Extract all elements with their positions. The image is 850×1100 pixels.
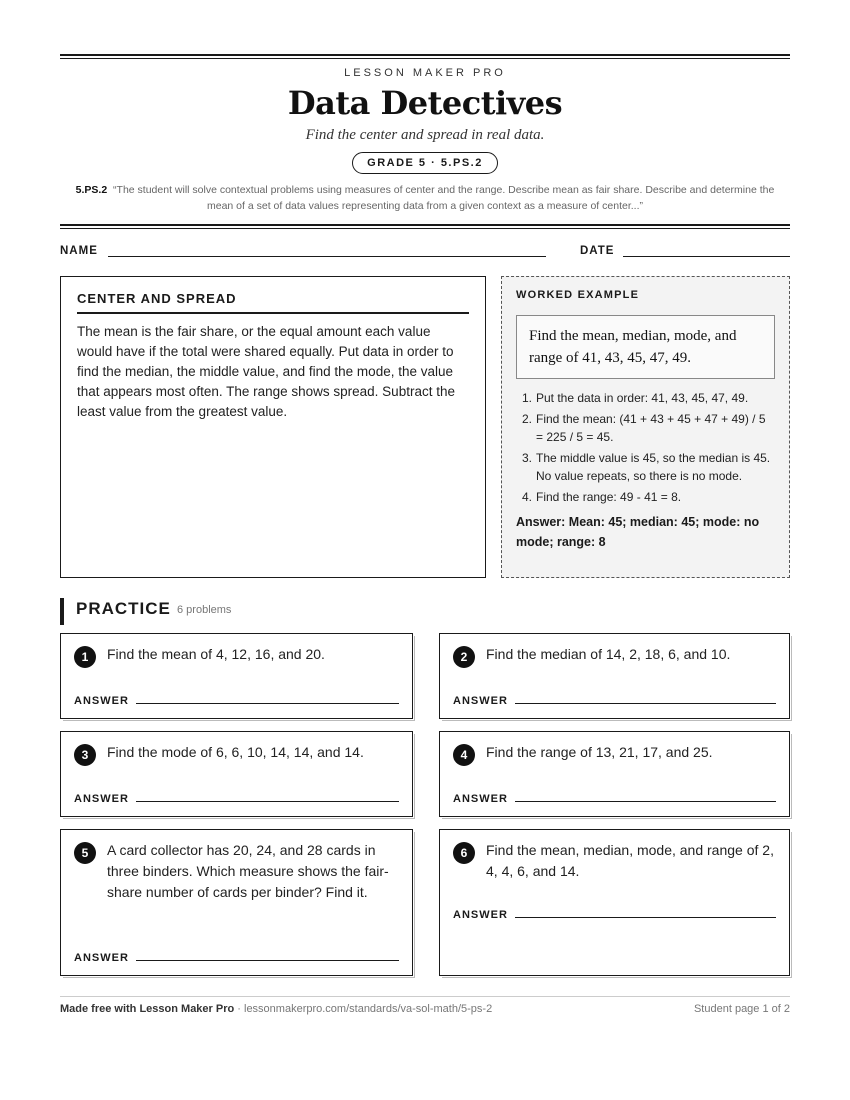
problem-number-badge: 5 bbox=[74, 842, 96, 864]
practice-accent-bar bbox=[60, 598, 64, 625]
practice-problem-5 bbox=[60, 829, 413, 976]
problem-number-badge: 3 bbox=[74, 744, 96, 766]
worked-example-answer: Answer: Mean: 45; median: 45; mode: no mode; range: 8 bbox=[516, 515, 760, 549]
answer-line[interactable] bbox=[515, 801, 776, 802]
grade-pill: GRADE 5 · 5.PS.2 bbox=[352, 152, 498, 174]
problem-text: Find the mode of 6, 6, 10, 14, 14, and 14. bbox=[107, 744, 364, 760]
practice-problem-1 bbox=[60, 633, 413, 719]
problem-number-badge: 4 bbox=[453, 744, 475, 766]
page-title: Data Detectives bbox=[287, 84, 563, 122]
worked-example-box bbox=[501, 276, 790, 578]
answer-label: ANSWER bbox=[453, 793, 508, 805]
problem-number-badge: 1 bbox=[74, 646, 96, 668]
worked-step bbox=[516, 410, 775, 446]
step-text: Find the mean: (41 + 43 + 45 + 47 + 49) / 5 = 225 / 5 = 45. bbox=[536, 412, 766, 444]
footer-url[interactable]: · lessonmakerpro.com/standards/va-sol-math/5-ps-2 bbox=[234, 1003, 493, 1015]
answer-line[interactable] bbox=[515, 703, 776, 704]
worked-example-question: Find the mean, median, mode, and range of 41, 43, 45, 47, 49. bbox=[516, 315, 775, 379]
problem-text: A card collector has 20, 24, and 28 cards in three binders. Which measure shows the fair-share number of cards per binder? Find it. bbox=[107, 842, 389, 900]
answer-label: ANSWER bbox=[453, 909, 508, 921]
page-subtitle: Find the center and spread in real data. bbox=[305, 127, 545, 143]
brand-name: LESSON MAKER PRO bbox=[344, 67, 506, 79]
name-date-row bbox=[60, 245, 790, 261]
answer-line[interactable] bbox=[136, 801, 399, 802]
footer-page-number: Student page 1 of 2 bbox=[693, 1003, 790, 1015]
footer-made-with: Made free with Lesson Maker Pro bbox=[60, 1003, 235, 1015]
problem-number-badge: 2 bbox=[453, 646, 475, 668]
step-text: Put the data in order: 41, 43, 45, 47, 49. bbox=[536, 391, 749, 405]
step-number: 3. bbox=[522, 451, 533, 465]
problem-text: Find the median of 14, 2, 18, 6, and 10. bbox=[486, 646, 731, 662]
practice-problem-4 bbox=[439, 731, 790, 817]
worked-step bbox=[516, 389, 775, 407]
practice-problem-2 bbox=[439, 633, 790, 719]
answer-label: ANSWER bbox=[74, 952, 129, 964]
practice-count: 6 problems bbox=[177, 604, 232, 616]
answer-label: ANSWER bbox=[74, 793, 129, 805]
step-text: The middle value is 45, so the median is 45. No value repeats, so there is no mode. bbox=[536, 451, 771, 483]
answer-line[interactable] bbox=[136, 960, 399, 961]
problem-text: Find the mean, median, mode, and range of 2, 4, 4, 6, and 14. bbox=[486, 842, 774, 879]
worked-step bbox=[516, 488, 775, 506]
practice-problem-6 bbox=[439, 829, 790, 976]
answer-label: ANSWER bbox=[453, 695, 508, 707]
name-label: NAME bbox=[60, 245, 98, 257]
practice-header bbox=[60, 598, 790, 625]
practice-heading: PRACTICE bbox=[76, 599, 171, 618]
practice-problem-3 bbox=[60, 731, 413, 817]
standard-description bbox=[70, 182, 780, 214]
concept-box bbox=[60, 276, 486, 578]
name-field-line[interactable] bbox=[108, 256, 546, 257]
standard-text: “The student will solve contextual problems using measures of center and the range. Describe mean as fair share. Describe and determine the mean of a set of data values representing data from a given context as a measure of center...” bbox=[113, 184, 775, 212]
footer-rule bbox=[60, 996, 790, 997]
answer-line[interactable] bbox=[136, 703, 399, 704]
answer-label: ANSWER bbox=[74, 695, 129, 707]
step-number: 2. bbox=[522, 412, 533, 426]
concept-body: The mean is the fair share, or the equal amount each value would have if the total were shared equally. Put data in order to find the median, the middle value, and find the mode, the value that appears most often. The range shows spread. Subtract the least value from the greatest value. bbox=[77, 324, 455, 419]
footer bbox=[60, 1003, 790, 1015]
worked-example-steps bbox=[516, 389, 775, 506]
worked-step bbox=[516, 449, 775, 485]
grade-pill-wrap bbox=[60, 152, 790, 174]
answer-line[interactable] bbox=[515, 917, 776, 918]
worked-example-heading: WORKED EXAMPLE bbox=[516, 289, 640, 301]
date-label: DATE bbox=[580, 245, 615, 257]
problem-text: Find the mean of 4, 12, 16, and 20. bbox=[107, 646, 325, 662]
problem-text: Find the range of 13, 21, 17, and 25. bbox=[486, 744, 713, 760]
concept-heading: CENTER AND SPREAD bbox=[77, 291, 469, 314]
header-bottom-double-rule bbox=[60, 224, 790, 229]
problem-number-badge: 6 bbox=[453, 842, 475, 864]
step-number: 4. bbox=[522, 490, 533, 504]
step-text: Find the range: 49 - 41 = 8. bbox=[536, 490, 682, 504]
top-double-rule bbox=[60, 54, 790, 59]
date-field-line[interactable] bbox=[623, 256, 790, 257]
step-number: 1. bbox=[522, 391, 533, 405]
standard-code: 5.PS.2 bbox=[75, 184, 108, 196]
